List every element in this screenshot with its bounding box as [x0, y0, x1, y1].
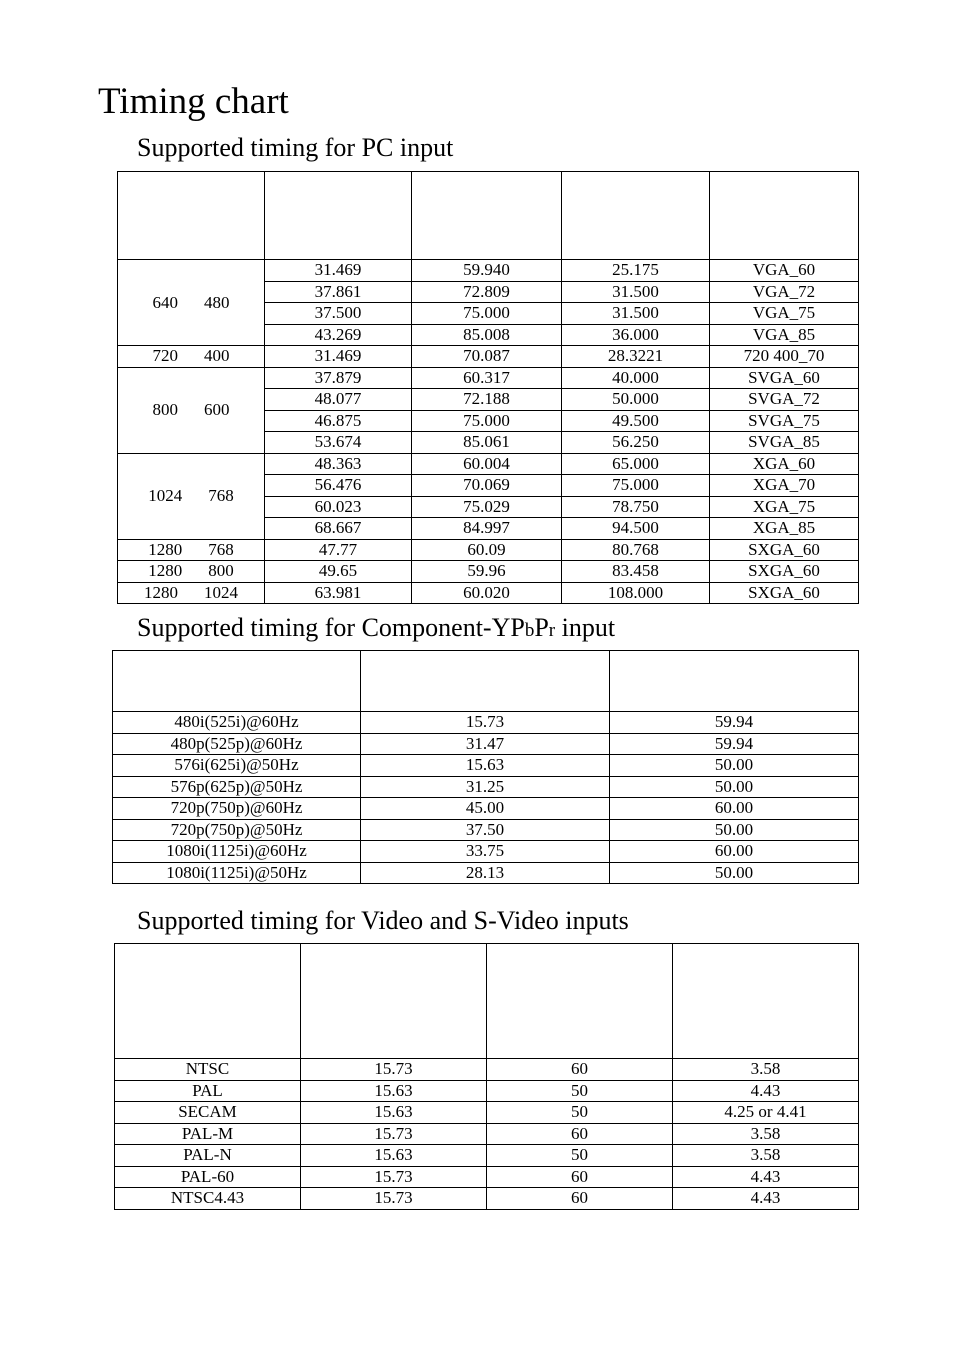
table-cell: 3.58	[673, 1123, 859, 1145]
table-cell: SXGA_60	[710, 539, 859, 561]
table-cell: 60.09	[412, 539, 562, 561]
table-cell: SECAM	[115, 1102, 301, 1124]
resolution-value: 1280	[148, 539, 183, 559]
table-cell: 75.000	[412, 303, 562, 325]
table-cell: 720p(750p)@50Hz	[113, 819, 361, 841]
header-cell	[487, 944, 673, 1059]
table-row	[115, 1059, 859, 1081]
table-row	[113, 841, 859, 863]
table-cell: 4.43	[673, 1166, 859, 1188]
table-cell: 36.000	[562, 324, 710, 346]
table-cell: 37.879	[265, 367, 412, 389]
table-row	[118, 582, 859, 604]
table-cell: 50.00	[610, 862, 859, 884]
table-cell: 4.43	[673, 1080, 859, 1102]
resolution-cell	[118, 582, 265, 604]
table-cell: NTSC4.43	[115, 1188, 301, 1210]
table-cell: 59.940	[412, 260, 562, 282]
table-cell: 59.94	[610, 712, 859, 734]
header-cell	[562, 172, 710, 260]
table-row	[113, 712, 859, 734]
table-cell: 480i(525i)@60Hz	[113, 712, 361, 734]
table-row	[115, 1123, 859, 1145]
table-cell: SVGA_72	[710, 389, 859, 411]
table-cell: 70.087	[412, 346, 562, 368]
table-row	[118, 260, 859, 282]
table-cell: 72.188	[412, 389, 562, 411]
header-cell	[115, 944, 301, 1059]
table-header-row	[118, 172, 859, 260]
table-cell: 80.768	[562, 539, 710, 561]
table-cell: 63.981	[265, 582, 412, 604]
table-header-row	[115, 944, 859, 1059]
table-cell: PAL-N	[115, 1145, 301, 1167]
table-cell: 3.58	[673, 1059, 859, 1081]
table-cell: 94.500	[562, 518, 710, 540]
table-cell: 59.94	[610, 733, 859, 755]
resolution-cell	[118, 453, 265, 539]
table-cell: 15.63	[301, 1102, 487, 1124]
table-cell: 15.73	[301, 1188, 487, 1210]
table-cell: VGA_75	[710, 303, 859, 325]
pc-timing-table	[117, 171, 859, 604]
table-row	[118, 561, 859, 583]
table-cell: 15.63	[361, 755, 610, 777]
table-cell: 49.65	[265, 561, 412, 583]
table-row	[115, 1166, 859, 1188]
resolution-value: 1280	[144, 582, 178, 602]
table-cell: 4.43	[673, 1188, 859, 1210]
table-cell: XGA_85	[710, 518, 859, 540]
table-cell: 3.58	[673, 1145, 859, 1167]
resolution-value: 1024	[204, 582, 238, 602]
component-timing-table	[112, 650, 859, 884]
table-cell: PAL-60	[115, 1166, 301, 1188]
table-cell: 60	[487, 1059, 673, 1081]
table-cell: VGA_85	[710, 324, 859, 346]
table-cell: 46.875	[265, 410, 412, 432]
table-cell: 56.476	[265, 475, 412, 497]
table-row	[115, 1188, 859, 1210]
table-cell: 65.000	[562, 453, 710, 475]
table-cell: SVGA_85	[710, 432, 859, 454]
table-cell: 78.750	[562, 496, 710, 518]
table-cell: PAL-M	[115, 1123, 301, 1145]
table-cell: 720 400_70	[710, 346, 859, 368]
table-cell: 50.00	[610, 776, 859, 798]
table-cell: 15.73	[361, 712, 610, 734]
component-heading-suffix: input	[555, 613, 616, 642]
table-cell: 28.3221	[562, 346, 710, 368]
resolution-value: 640	[152, 292, 178, 312]
table-cell: 31.469	[265, 260, 412, 282]
table-cell: SVGA_60	[710, 367, 859, 389]
table-cell: 48.077	[265, 389, 412, 411]
pc-timing-heading: Supported timing for PC input	[137, 133, 454, 162]
table-cell: 60	[487, 1188, 673, 1210]
table-cell: 25.175	[562, 260, 710, 282]
table-cell: 75.000	[412, 410, 562, 432]
table-cell: 72.809	[412, 281, 562, 303]
header-cell	[265, 172, 412, 260]
table-cell: 60.004	[412, 453, 562, 475]
table-cell: 50.00	[610, 819, 859, 841]
resolution-value: 480	[204, 292, 230, 312]
table-cell: SXGA_60	[710, 582, 859, 604]
table-cell: XGA_60	[710, 453, 859, 475]
video-timing-table	[114, 943, 859, 1210]
table-cell: 4.25 or 4.41	[673, 1102, 859, 1124]
table-cell: 48.363	[265, 453, 412, 475]
table-cell: 15.73	[301, 1166, 487, 1188]
table-cell: 49.500	[562, 410, 710, 432]
table-cell: 85.008	[412, 324, 562, 346]
table-row	[113, 755, 859, 777]
table-cell: VGA_72	[710, 281, 859, 303]
table-cell: 37.50	[361, 819, 610, 841]
table-cell: 50	[487, 1102, 673, 1124]
header-cell	[673, 944, 859, 1059]
header-cell	[412, 172, 562, 260]
table-cell: SXGA_60	[710, 561, 859, 583]
table-cell: 56.250	[562, 432, 710, 454]
header-cell	[118, 172, 265, 260]
table-cell: 47.77	[265, 539, 412, 561]
resolution-value: 600	[204, 400, 230, 419]
table-cell: 50.00	[610, 755, 859, 777]
component-heading-prefix: Supported timing for Component-YP	[137, 613, 525, 642]
component-timing-heading	[137, 612, 615, 647]
table-cell: 31.500	[562, 303, 710, 325]
video-timing-heading: Supported timing for Video and S-Video inputs	[137, 906, 629, 935]
table-row	[118, 367, 859, 389]
table-cell: 50	[487, 1145, 673, 1167]
table-cell: 50.000	[562, 389, 710, 411]
table-cell: 15.63	[301, 1080, 487, 1102]
table-cell: 60	[487, 1123, 673, 1145]
resolution-value: 768	[208, 539, 234, 559]
table-cell: 60.023	[265, 496, 412, 518]
table-cell: PAL	[115, 1080, 301, 1102]
table-cell: 33.75	[361, 841, 610, 863]
table-cell: 31.25	[361, 776, 610, 798]
table-row	[113, 798, 859, 820]
table-cell: 37.861	[265, 281, 412, 303]
table-cell: NTSC	[115, 1059, 301, 1081]
page-title: Timing chart	[98, 81, 289, 122]
table-row	[113, 862, 859, 884]
table-cell: 83.458	[562, 561, 710, 583]
resolution-value: 1280	[148, 561, 183, 581]
table-cell: SVGA_75	[710, 410, 859, 432]
table-row	[113, 819, 859, 841]
component-heading-sub-b: b	[524, 620, 535, 641]
table-cell: 75.000	[562, 475, 710, 497]
resolution-value: 800	[208, 561, 234, 581]
table-cell: 45.00	[361, 798, 610, 820]
resolution-cell	[118, 346, 265, 368]
table-row	[113, 733, 859, 755]
table-cell: 576i(625i)@50Hz	[113, 755, 361, 777]
table-cell: 108.000	[562, 582, 710, 604]
table-cell: 720p(750p)@60Hz	[113, 798, 361, 820]
table-cell: 85.061	[412, 432, 562, 454]
table-cell: 43.269	[265, 324, 412, 346]
resolution-cell	[118, 561, 265, 583]
table-cell: XGA_70	[710, 475, 859, 497]
header-cell	[610, 651, 859, 712]
table-cell: 60.00	[610, 798, 859, 820]
resolution-value: 1024	[148, 486, 183, 505]
table-row	[113, 776, 859, 798]
table-cell: 60	[487, 1166, 673, 1188]
table-cell: 37.500	[265, 303, 412, 325]
table-cell: 53.674	[265, 432, 412, 454]
table-cell: 28.13	[361, 862, 610, 884]
table-cell: 50	[487, 1080, 673, 1102]
table-cell: 40.000	[562, 367, 710, 389]
resolution-cell	[118, 539, 265, 561]
resolution-cell	[118, 367, 265, 453]
table-cell: 68.667	[265, 518, 412, 540]
table-cell: 75.029	[412, 496, 562, 518]
table-cell: 60.317	[412, 367, 562, 389]
resolution-value: 720	[152, 346, 178, 366]
component-heading-mid: P	[534, 613, 549, 642]
table-cell: 15.73	[301, 1059, 487, 1081]
table-cell: 31.500	[562, 281, 710, 303]
table-cell: 31.47	[361, 733, 610, 755]
table-cell: XGA_75	[710, 496, 859, 518]
table-cell: 59.96	[412, 561, 562, 583]
resolution-value: 400	[204, 346, 230, 366]
table-cell: 1080i(1125i)@50Hz	[113, 862, 361, 884]
table-row	[115, 1145, 859, 1167]
table-cell: 60.020	[412, 582, 562, 604]
table-cell: 84.997	[412, 518, 562, 540]
table-row	[115, 1102, 859, 1124]
table-cell: 15.63	[301, 1145, 487, 1167]
table-cell: 1080i(1125i)@60Hz	[113, 841, 361, 863]
table-cell: 31.469	[265, 346, 412, 368]
component-heading-sub-r: r	[548, 620, 556, 641]
table-cell: 15.73	[301, 1123, 487, 1145]
table-header-row	[113, 651, 859, 712]
table-row	[118, 539, 859, 561]
table-cell: 576p(625p)@50Hz	[113, 776, 361, 798]
table-cell: 70.069	[412, 475, 562, 497]
resolution-value: 800	[152, 400, 178, 419]
table-cell: VGA_60	[710, 260, 859, 282]
resolution-value: 768	[208, 486, 234, 505]
table-cell: 480p(525p)@60Hz	[113, 733, 361, 755]
header-cell	[113, 651, 361, 712]
table-row	[118, 346, 859, 368]
table-row	[118, 453, 859, 475]
table-row	[115, 1080, 859, 1102]
table-cell: 60.00	[610, 841, 859, 863]
header-cell	[361, 651, 610, 712]
header-cell	[710, 172, 859, 260]
resolution-cell	[118, 260, 265, 346]
header-cell	[301, 944, 487, 1059]
